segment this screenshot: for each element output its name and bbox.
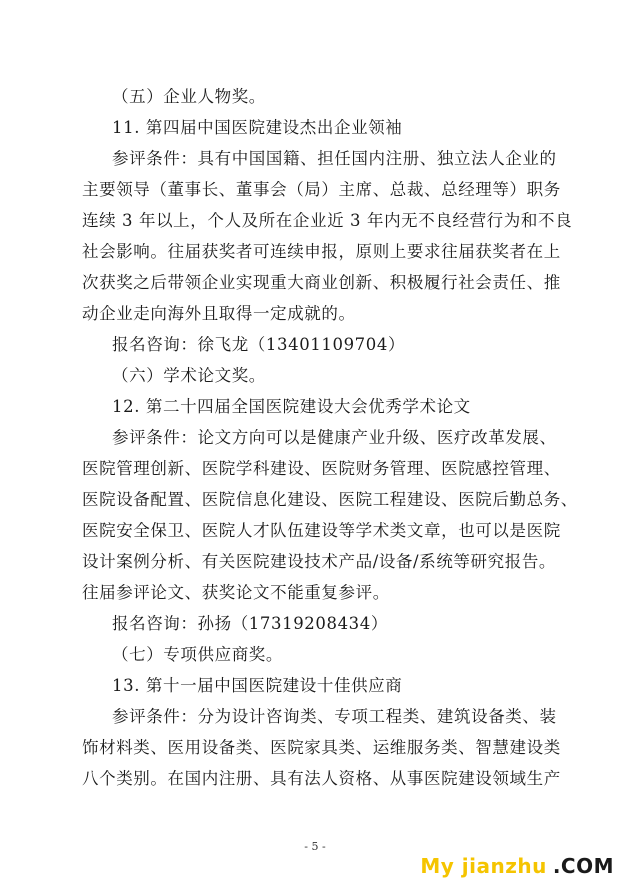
paragraph-line: 社会影响。往届获奖者可连续申报，原则上要求往届获奖者在上 (82, 242, 561, 261)
paragraph-line: 医院设备配置、医院信息化建设、医院工程建设、医院后勤总务、 (82, 490, 578, 509)
paragraph-line: 医院安全保卫、医院人才队伍建设等学术类文章，也可以是医院 (82, 521, 561, 540)
contact-line-12: 报名咨询：孙扬（17319208434） (112, 614, 388, 633)
paragraph-line: 参评条件：分为设计咨询类、专项工程类、建筑设备类、装 (112, 707, 557, 726)
section-heading-enterprise-person-award: （五）企业人物奖。 (112, 87, 266, 106)
paragraph-line: 次获奖之后带领企业实现重大商业创新、积极履行社会责任、推 (82, 273, 561, 292)
paragraph-line: 动企业走向海外且取得一定成就的。 (82, 304, 356, 323)
section-heading-academic-paper-award: （六）学术论文奖。 (112, 366, 266, 385)
paragraph-line: 往届参评论文、获奖论文不能重复参评。 (82, 583, 390, 602)
paragraph-line: 设计案例分析、有关医院建设技术产品/设备/系统等研究报告。 (82, 552, 557, 571)
paragraph-line: 主要领导（董事长、董事会（局）主席、总裁、总经理等）职务 (82, 180, 561, 199)
watermark-suffix: .COM (552, 854, 614, 878)
watermark-logo (420, 854, 614, 878)
paragraph-line: 参评条件：具有中国国籍、担任国内注册、独立法人企业的 (112, 149, 557, 168)
award-title-13: 13. 第十一届中国医院建设十佳供应商 (112, 676, 403, 695)
paragraph-line: 连续 3 年以上，个人及所在企业近 3 年内无不良经营行为和不良 (82, 211, 573, 230)
award-title-12: 12. 第二十四届全国医院建设大会优秀学术论文 (112, 397, 471, 416)
paragraph-line: 医院管理创新、医院学科建设、医院财务管理、医院感控管理、 (82, 459, 561, 478)
award-title-11: 11. 第四届中国医院建设杰出企业领袖 (112, 118, 403, 137)
page-number: - 5 - (304, 840, 326, 853)
contact-line-11: 报名咨询：徐飞龙（13401109704） (112, 335, 406, 354)
paragraph-line: 饰材料类、医用设备类、医院家具类、运维服务类、智慧建设类 (82, 738, 561, 757)
paragraph-line: 八个类别。在国内注册、具有法人资格、从事医院建设领域生产 (82, 769, 561, 788)
watermark-brand: My jianzhu (420, 854, 547, 878)
section-heading-supplier-award: （七）专项供应商奖。 (112, 645, 283, 664)
paragraph-line: 参评条件：论文方向可以是健康产业升级、医疗改革发展、 (112, 428, 557, 447)
